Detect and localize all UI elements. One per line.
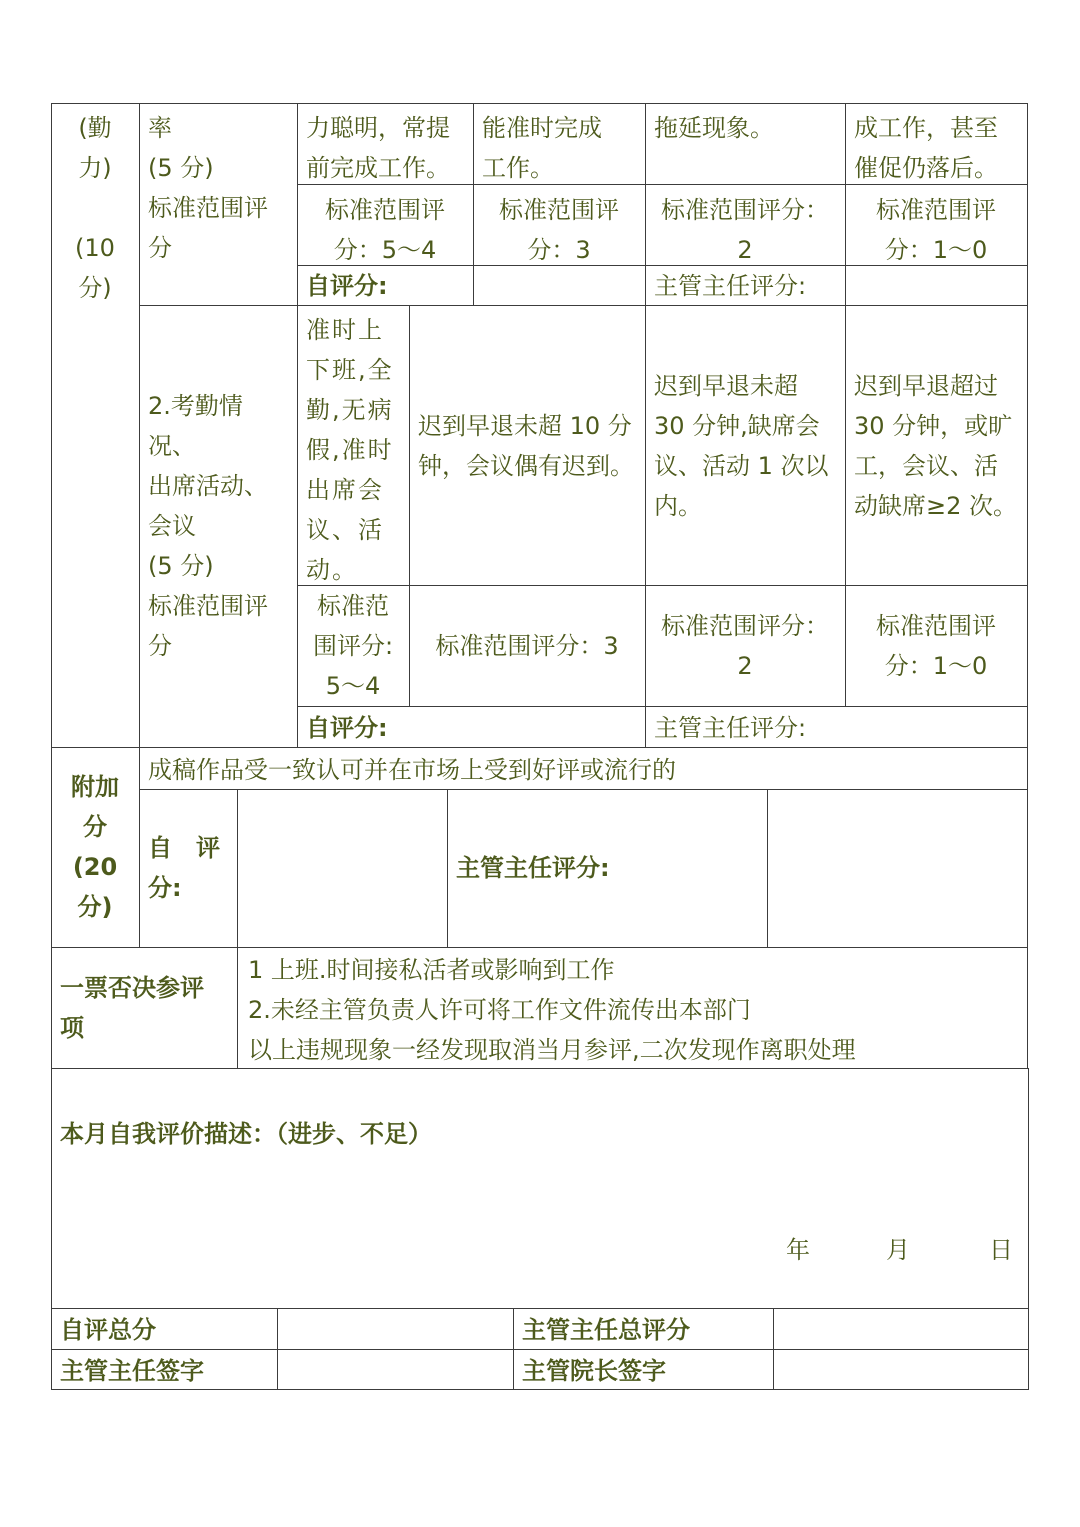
veto-items bbox=[238, 948, 1026, 1068]
range-excellent: 标准范围评 分：5～4 bbox=[325, 196, 445, 264]
criterion-attendance-label: 2.考勤情况、 出席活动、 会议 (5 分) 标准范围评 分 bbox=[148, 392, 268, 660]
desc-fair: 拖延现象。 bbox=[654, 114, 774, 142]
bonus-supervisor-score-label: 主管主任评分: bbox=[456, 854, 610, 882]
att-self-score-label: 自评分: bbox=[306, 714, 388, 742]
att-desc-fair: 迟到早退未超 30 分钟,缺席会 议、活动 1 次以 内。 bbox=[654, 372, 829, 520]
self-score-field[interactable] bbox=[474, 266, 644, 306]
self-evaluation-label: 本月自我评价描述：（进步、不足） bbox=[60, 1120, 432, 1148]
criterion-rate-label: 率 (5 分) 标准范围评 分 bbox=[148, 114, 268, 262]
att-desc-excellent: 准时上 下班,全 勤,无病 假,准时 出席会 议、活 动。 bbox=[306, 316, 394, 584]
desc-excellent: 力聪明，常提 前完成工作。 bbox=[306, 114, 450, 182]
self-evaluation-field[interactable] bbox=[60, 1160, 1020, 1220]
range-fair: 标准范围评分： 2 bbox=[661, 196, 829, 264]
veto-label: 一票否决参评 项 bbox=[60, 974, 204, 1042]
att-supervisor-score-label: 主管主任评分: bbox=[654, 714, 807, 742]
veto-item: 2.未经主管负责人许可将工作文件流传出本部门 bbox=[248, 996, 751, 1024]
att-range-good: 标准范围评分：3 bbox=[435, 632, 619, 660]
dean-sign-label: 主管院长签字 bbox=[522, 1357, 666, 1385]
category-attendance-label: (勤 力) (10 分) bbox=[75, 114, 115, 302]
self-score-label: 自评分: bbox=[306, 272, 388, 300]
bonus-supervisor-score-field[interactable] bbox=[768, 790, 1026, 946]
bonus-self-score-field[interactable] bbox=[238, 790, 446, 946]
supervisor-total-field[interactable] bbox=[774, 1310, 1028, 1350]
att-range-fair: 标准范围评分： 2 bbox=[661, 612, 829, 680]
supervisor-score-label: 主管主任评分: bbox=[654, 272, 807, 300]
att-range-poor: 标准范围评 分：1～0 bbox=[876, 612, 996, 680]
date-month-label: 月 bbox=[886, 1236, 910, 1264]
att-desc-good: 迟到早退未超 10 分 钟，会议偶有迟到。 bbox=[418, 412, 634, 480]
range-good: 标准范围评 分：3 bbox=[499, 196, 619, 264]
bonus-label: 附加 分 (20 分) bbox=[71, 773, 119, 921]
supervisor-score-field[interactable] bbox=[846, 266, 1026, 306]
date-year-label: 年 bbox=[786, 1236, 810, 1264]
date-day-label: 日 bbox=[989, 1236, 1013, 1264]
att-desc-poor: 迟到早退超过 30 分钟，或旷 工，会议、活 动缺席≥2 次。 bbox=[854, 372, 1018, 520]
veto-item: 以上违规现象一经发现取消当月参评,二次发现作离职处理 bbox=[248, 1036, 856, 1064]
att-range-excellent: 标准范 围评分: 5～4 bbox=[312, 592, 394, 700]
dean-sign-field[interactable] bbox=[774, 1351, 1028, 1389]
self-total-label: 自评总分 bbox=[60, 1316, 156, 1344]
range-poor: 标准范围评 分：1～0 bbox=[876, 196, 996, 264]
veto-item: 1 上班.时间接私活者或影响到工作 bbox=[248, 956, 615, 984]
date-line bbox=[52, 1230, 1028, 1274]
bonus-self-score-label: 自 评 分: bbox=[148, 834, 220, 902]
supervisor-sign-field[interactable] bbox=[278, 1351, 512, 1389]
desc-poor: 成工作，甚至 催促仍落后。 bbox=[854, 114, 998, 182]
desc-good: 能准时完成 工作。 bbox=[482, 114, 602, 182]
supervisor-total-label: 主管主任总评分 bbox=[522, 1316, 690, 1344]
supervisor-sign-label: 主管主任签字 bbox=[60, 1357, 204, 1385]
self-total-field[interactable] bbox=[278, 1310, 512, 1350]
bonus-criteria: 成稿作品受一致认可并在市场上受到好评或流行的 bbox=[148, 756, 676, 784]
